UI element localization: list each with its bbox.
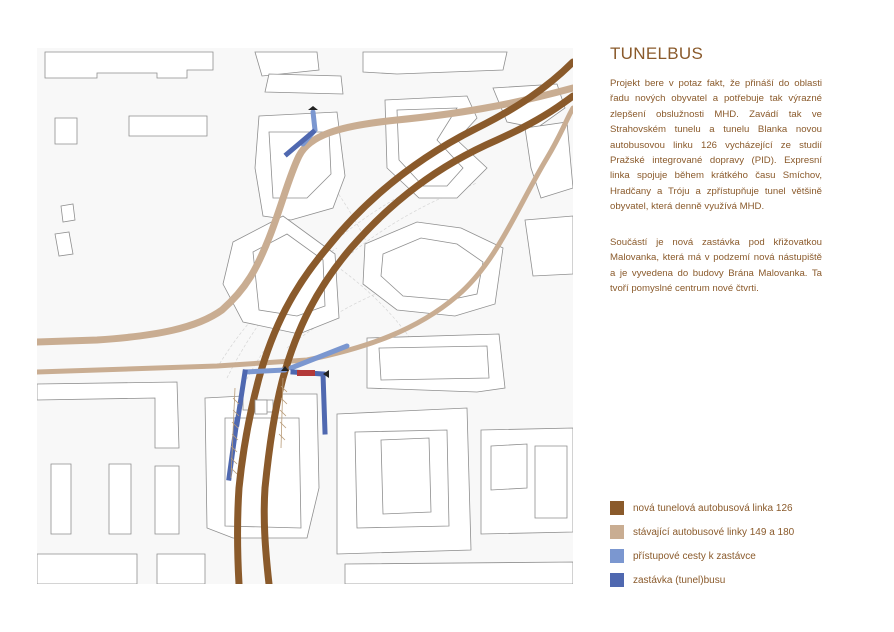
- legend-item-existing-lines: [610, 520, 794, 544]
- map-legend: [610, 496, 794, 592]
- page-title: TUNELBUS: [610, 44, 704, 63]
- legend-label: přístupové cesty k zastávce: [633, 550, 756, 562]
- legend-swatch-line-126: [610, 501, 624, 515]
- legend-item-access-paths: [610, 544, 794, 568]
- underground-platform-marker: [297, 370, 315, 376]
- legend-item-line-126: [610, 496, 794, 520]
- description-paragraph-1: Projekt bere v potaz fakt, že přináší do oblasti řadu nových obyvatel a potřebuje tak výrazné zlepšení obslužnosti MHD. Zavádí tak ve Strahovském tunelu a tunelu Blanka novou autobusovou linku 126 vycházející ze studií Pražské integrované dopravy (PID). Expresní linka spojuje během krátkého času Smíchov, Hradčany a Tróju a zpřístupňuje tunel většině obyvatel, která denně využívá MHD.: [610, 78, 822, 213]
- legend-label: nová tunelová autobusová linka 126: [633, 502, 793, 514]
- legend-item-bus-stop: [610, 568, 794, 592]
- site-map: [37, 48, 573, 584]
- legend-swatch-existing-lines: [610, 525, 624, 539]
- legend-swatch-access-paths: [610, 549, 624, 563]
- description-paragraph-2: Součástí je nová zastávka pod křižovatkou Malovanka, která má v podzemí nová nástupiště a je vyvedena do budovy Brána Malovanka. Ta tvoří pomyslné centrum nové čtvrti.: [610, 237, 822, 295]
- legend-swatch-bus-stop: [610, 573, 624, 587]
- legend-label: zastávka (tunel)busu: [633, 574, 726, 586]
- legend-label: stávající autobusové linky 149 a 180: [633, 526, 795, 538]
- entrance-building: [255, 400, 267, 414]
